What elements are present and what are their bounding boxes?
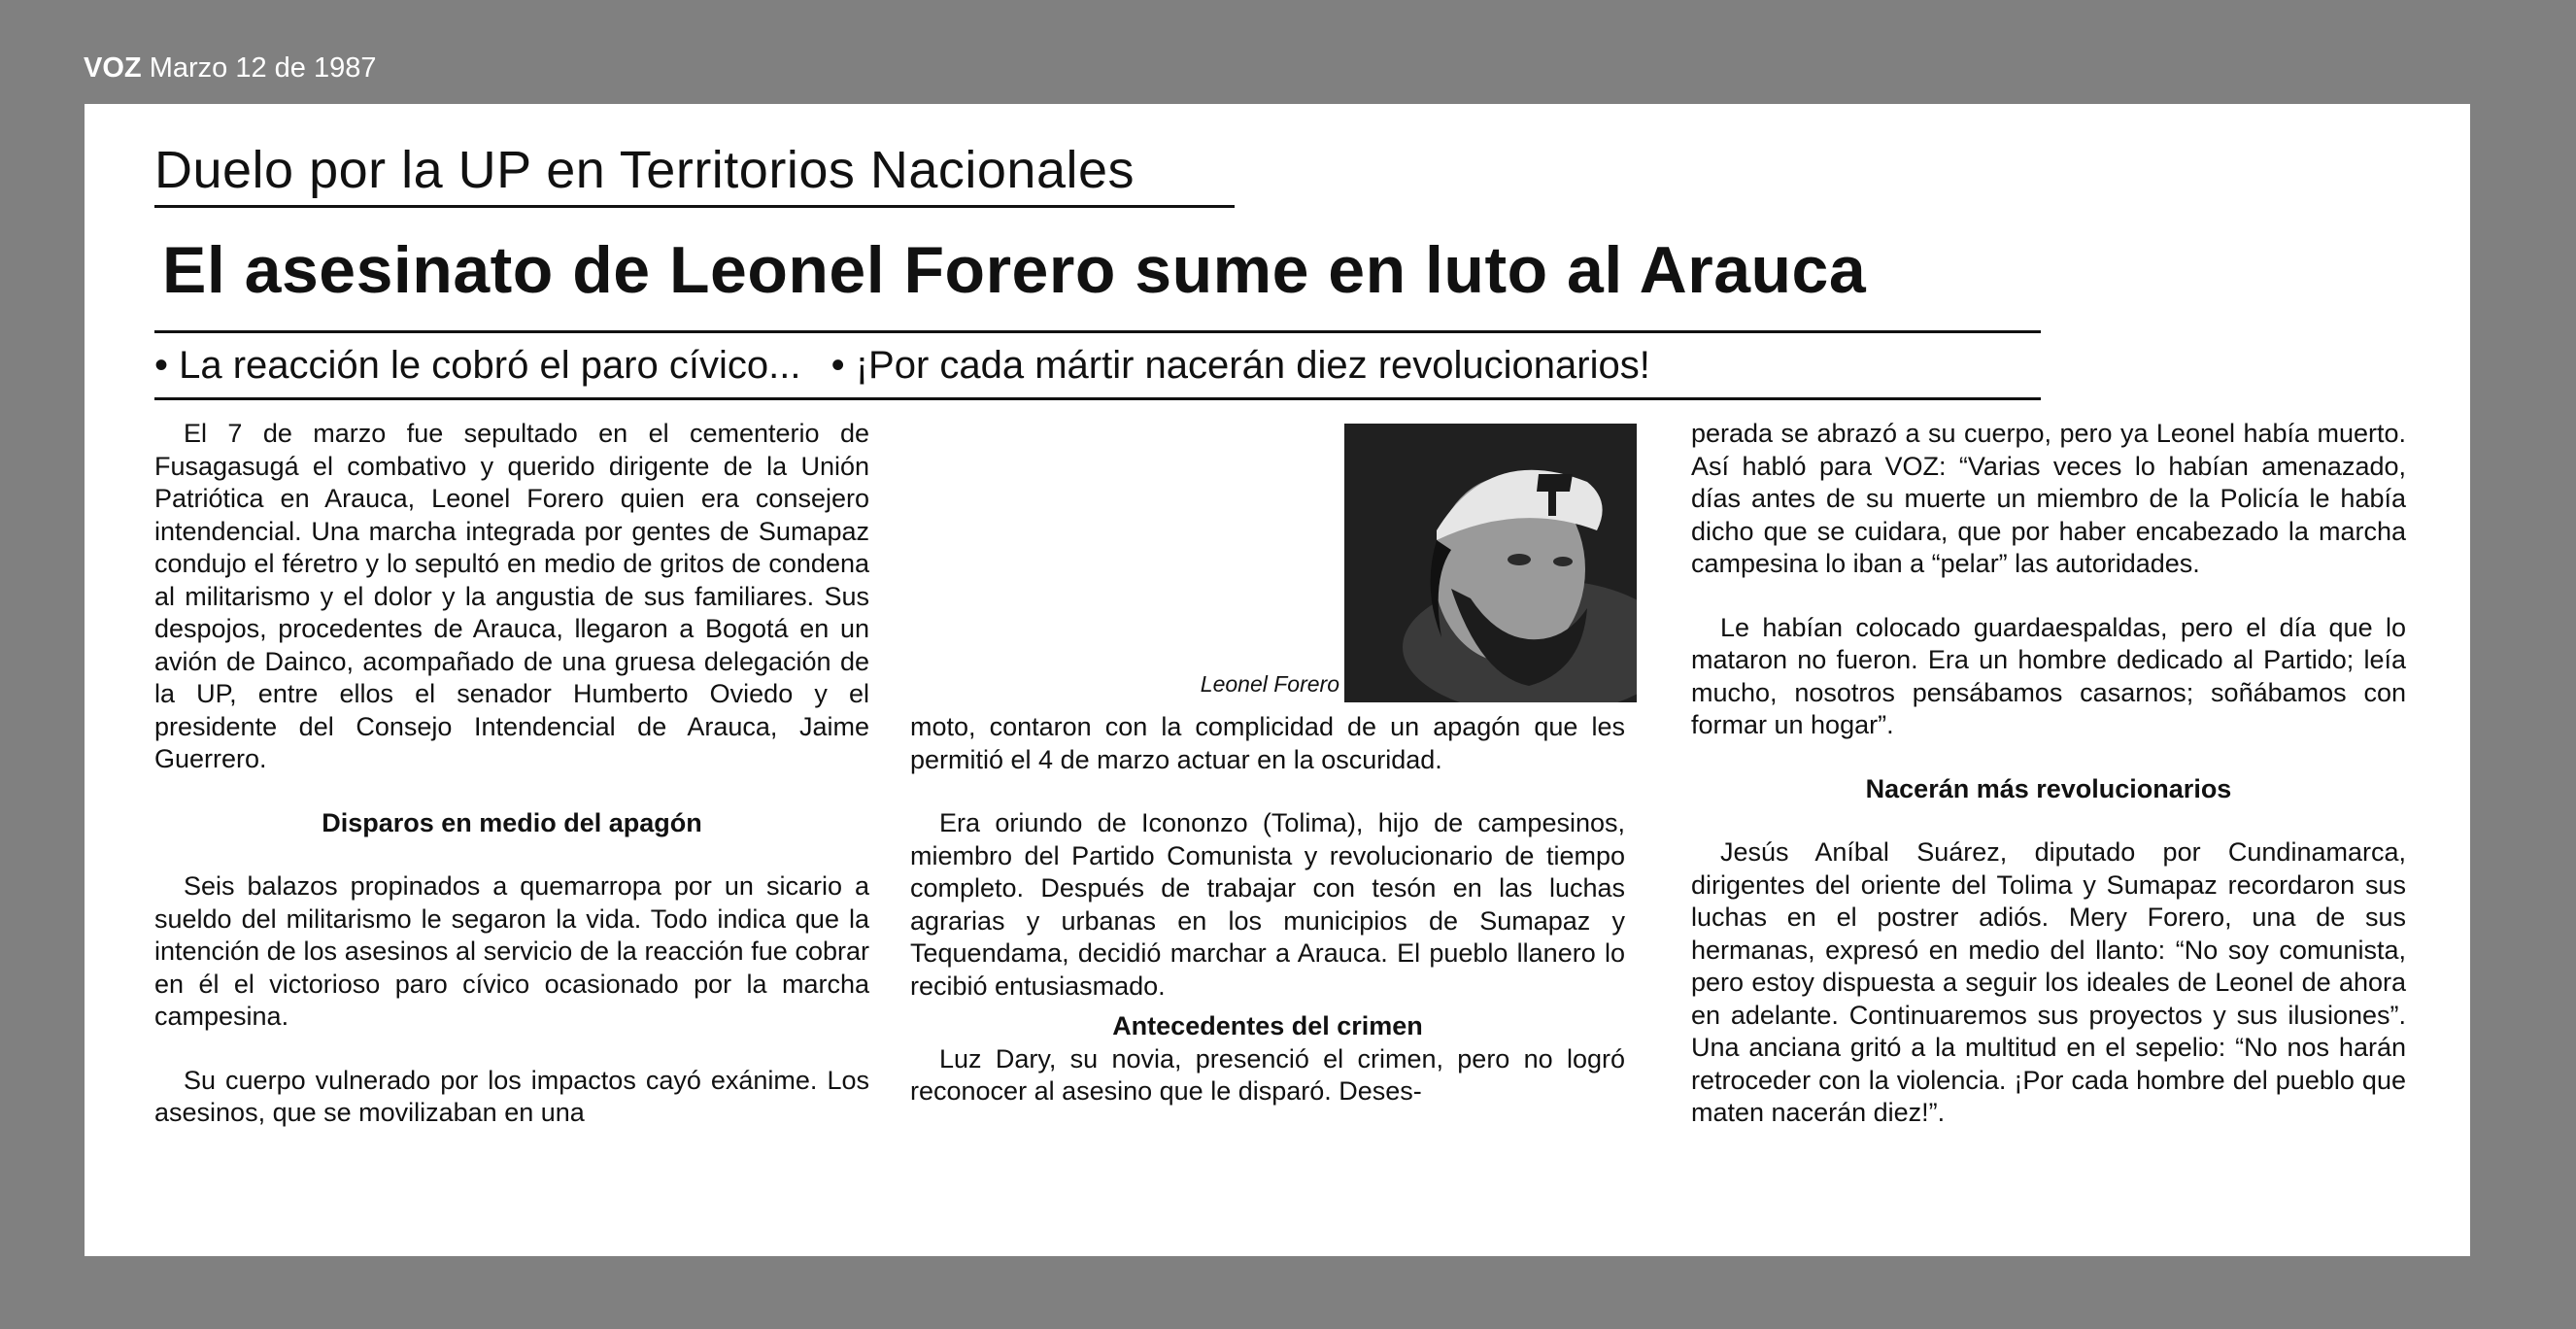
bottom-rule [154, 397, 2041, 400]
headline: El asesinato de Leonel Forero sume en luto al Arauca [162, 233, 1867, 307]
publication-date: Marzo 12 de 1987 [149, 52, 377, 84]
publication-name: VOZ [84, 52, 142, 84]
paragraph: Seis balazos propinados a quemarropa por un sicario a sueldo del militarismo le segaron la vida. Todo indica que la intención de los asesinos al servicio de la reacción fue cobrar en él el victorioso paro cívico ocasionado por la marcha campesina. [154, 871, 869, 1031]
top-rule [154, 330, 2041, 333]
paragraph: Luz Dary, su novia, presenció el crimen, pero no logró reconocer al asesino que le disparó. Deses- [910, 1043, 1625, 1106]
portrait-photo [1344, 424, 1637, 702]
kicker: Duelo por la UP en Territorios Nacionales [154, 141, 1135, 199]
deck-bullets [154, 337, 2041, 395]
column-3 [1691, 418, 2406, 1130]
paragraph: El 7 de marzo fue sepultado en el cementerio de Fusagasugá el combativo y querido dirigente de la Unión Patriótica en Arauca, Leonel Forero quien era consejero intendencial. Una marcha integrada por gentes de Sumapaz condujo el féretro y lo sepultó en medio de gritos de condena al militarismo y el dolor y la angustia de sus familiares. Sus despojos, procedentes de Arauca, llegaron a Bogotá en un avión de Dainco, acompañado de una gruesa delegación de la UP, entre ellos el senador Humberto Oviedo y el presidente del Consejo Intendencial de Arauca, Jaime Guerrero. [154, 419, 869, 773]
paragraph: perada se abrazó a su cuerpo, pero ya Leonel había muerto. Así habló para VOZ: “Varias veces lo habían amenazado, días antes de su muerte un miembro de la Policía le había dicho que se cuidara, que por haber encabezado la marcha campesina lo iban a “pelar” las autoridades. [1691, 419, 2406, 578]
paragraph: Le habían colocado guardaespaldas, pero el día que lo mataron no fueron. Era un hombre dedicado al Partido; leía mucho, nosotros pensábamos casarnos; soñábamos con formar un hogar”. [1691, 612, 2406, 739]
kicker-underline [154, 205, 1235, 208]
deck-bullet: • La reacción le cobró el paro cívico... [154, 344, 801, 387]
column-1 [154, 418, 869, 1130]
subheading: Nacerán más revolucionarios [1865, 773, 2232, 803]
portrait-illustration [1344, 424, 1637, 702]
subheading: Disparos en medio del apagón [322, 807, 702, 837]
paragraph: Jesús Aníbal Suárez, diputado por Cundinamarca, dirigentes del oriente del Tolima y Sumapaz recordaron sus luchas en el postrer adiós. Mery Forero, una de sus hermanas, expresó en medio del llanto: “No soy comunista, pero estoy dispuesta a seguir los ideales de Leonel de ahora en adelante. Continuaremos sus proyectos y sus ilusiones”. Una anciana gritó a la multitud en el sepelio: “No nos harán retroceder con la violencia. ¡Por cada hombre del pueblo que maten nacerán diez!”. [1691, 837, 2406, 1127]
paragraph: moto, contaron con la complicidad de un apagón que les permitió el 4 de marzo actuar en la oscuridad. [910, 712, 1625, 774]
photo-caption: Leonel Forero [1200, 671, 1339, 697]
paragraph: Era oriundo de Icononzo (Tolima), hijo de campesinos, miembro del Partido Comunista y revolucionario de tiempo completo. Después de trabajar con tesón en las luchas agrarias y urbanas en los municipios de Sumapaz y Tequendama, decidió marchar a Arauca. El pueblo llanero lo recibió entusiasmado. [910, 808, 1625, 1001]
deck-bullet: • ¡Por cada mártir nacerán diez revolucionarios! [830, 344, 1650, 387]
newspaper-clipping [85, 104, 2470, 1256]
paragraph: Su cuerpo vulnerado por los impactos cayó exánime. Los asesinos, que se movilizaban en una [154, 1065, 869, 1127]
column-2 [910, 711, 1625, 1108]
subheading: Antecedentes del crimen [1112, 1011, 1423, 1040]
source-label [84, 51, 376, 85]
